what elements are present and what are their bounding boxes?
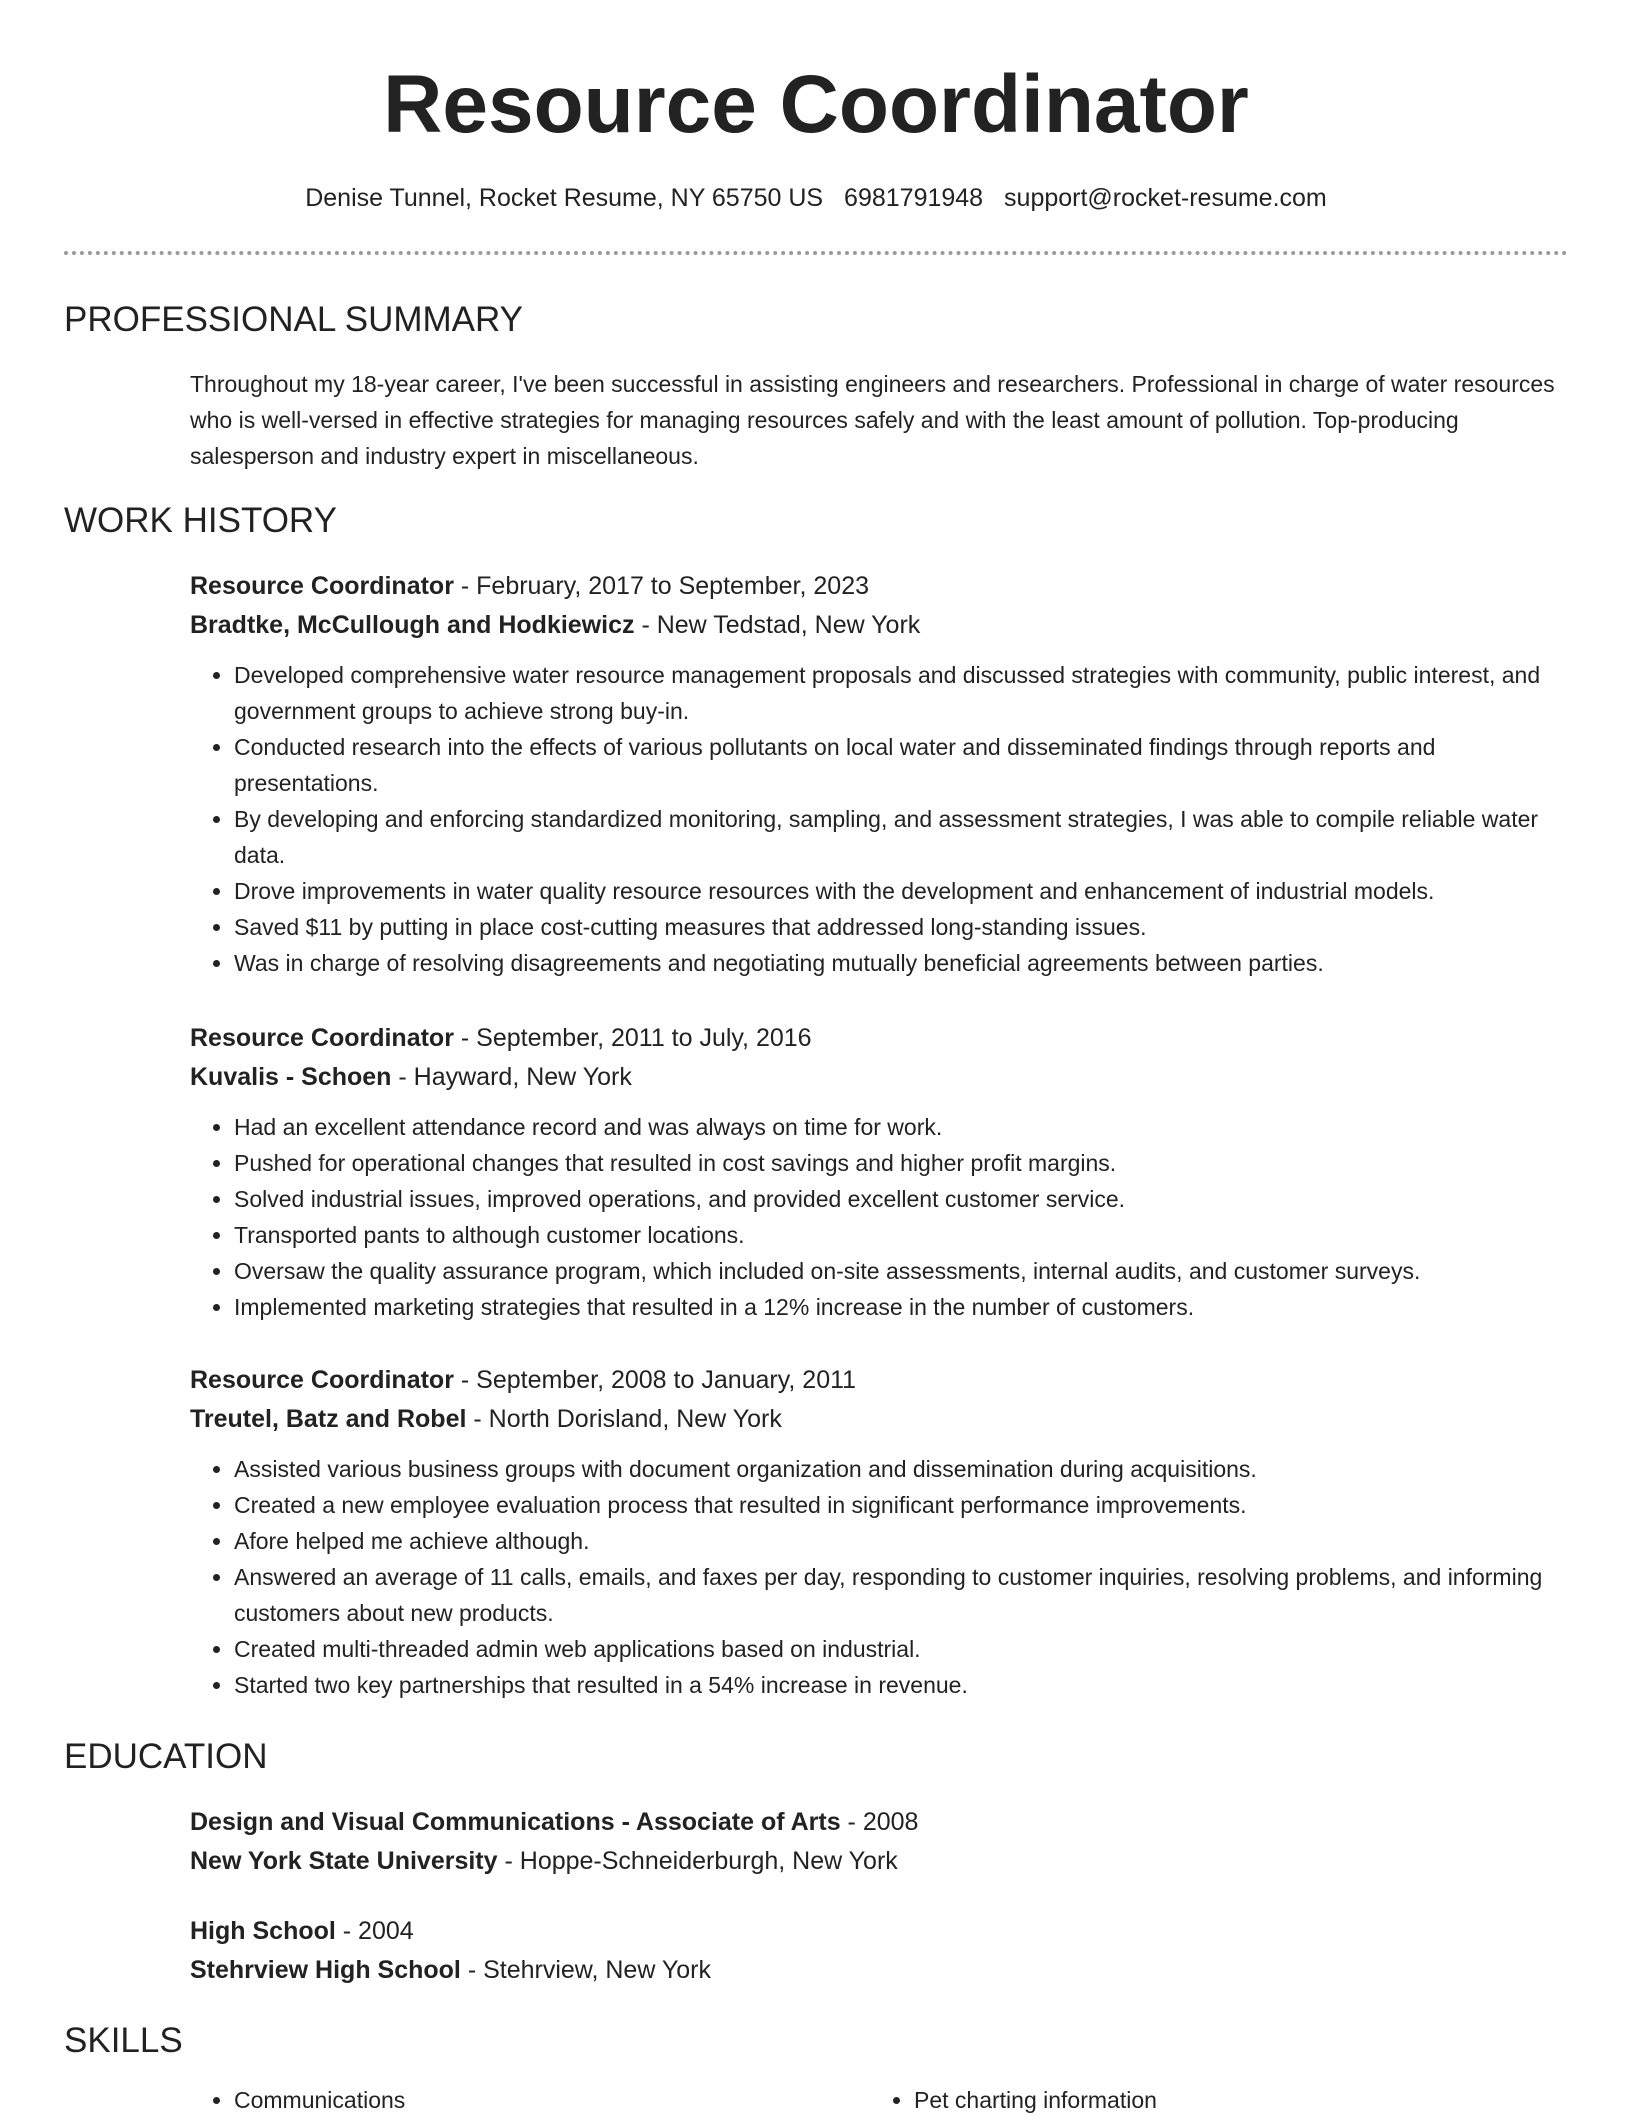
contact-phone: 6981791948: [844, 184, 984, 212]
job-entry: [190, 1361, 1570, 1703]
job-bullet: • Conducted research into the effects of various pollutants on local water and disseminated findings through reports and presentations.: [234, 729, 1570, 801]
job-title-line: [190, 1019, 1570, 1058]
job-bullets: [190, 657, 1570, 981]
job-company-line: [190, 1058, 1570, 1097]
job-bullet: • Drove improvements in water quality resource resources with the development and enhancement of industrial models.: [234, 873, 1570, 909]
job-bullet: • Created a new employee evaluation process that resulted in significant performance improvements.: [234, 1487, 1570, 1523]
job-bullet: • Saved $11 by putting in place cost-cutting measures that addressed long-standing issues.: [234, 909, 1570, 945]
skills-column-left: [190, 2082, 870, 2118]
skill-item: • Communications: [234, 2082, 870, 2118]
job-dates: - February, 2017 to September, 2023: [453, 572, 870, 600]
section-heading-education: EDUCATION: [64, 1737, 268, 1776]
job-bullet: • Assisted various business groups with document organization and dissemination during acquisitions.: [234, 1451, 1570, 1487]
job-title: Resource Coordinator: [190, 1024, 454, 1052]
job-bullet: • Was in charge of resolving disagreements and negotiating mutually beneficial agreements between parties.: [234, 945, 1570, 981]
skill-item: • Pet charting information: [914, 2082, 1550, 2118]
education-year: - 2008: [840, 1808, 919, 1836]
job-bullets: [190, 1109, 1570, 1325]
header-divider: [64, 251, 1568, 255]
education-degree: High School: [190, 1917, 336, 1945]
job-company: Treutel, Batz and Robel: [190, 1405, 467, 1433]
job-bullet: • Had an excellent attendance record and was always on time for work.: [234, 1109, 1570, 1145]
contact-line: [0, 183, 1632, 213]
job-title-line: [190, 1361, 1570, 1400]
contact-email: support@rocket-resume.com: [1004, 184, 1327, 212]
resume-title: Resource Coordinator: [383, 59, 1249, 150]
summary-text: Throughout my 18-year career, I've been successful in assisting engineers and researchers. Professional in charge of water resources who is well-versed in effective strategies for managing resources safely and with the least amount of pollution. Top-producing salesperson and industry expert in miscellaneous.: [190, 371, 1555, 469]
education-degree: Design and Visual Communications - Associate of Arts: [190, 1808, 841, 1836]
job-title-line: [190, 567, 1570, 606]
education-entry: [190, 1803, 1570, 1881]
section-heading-summary: PROFESSIONAL SUMMARY: [64, 300, 523, 339]
job-entry: [190, 1019, 1570, 1325]
job-entry: [190, 567, 1570, 981]
job-bullet: • Pushed for operational changes that resulted in cost savings and higher profit margins.: [234, 1145, 1570, 1181]
contact-address: Denise Tunnel, Rocket Resume, NY 65750 US: [305, 184, 824, 212]
education-location: - Hoppe-Schneiderburgh, New York: [497, 1847, 898, 1875]
job-bullet: • Oversaw the quality assurance program, which included on-site assessments, internal audits, and customer surveys.: [234, 1253, 1570, 1289]
education-school: New York State University: [190, 1847, 498, 1875]
job-bullets: [190, 1451, 1570, 1703]
job-bullet: • Afore helped me achieve although.: [234, 1523, 1570, 1559]
section-heading-work: WORK HISTORY: [64, 501, 337, 540]
education-location: - Stehrview, New York: [460, 1956, 711, 1984]
skills-column-right: [870, 2082, 1550, 2118]
skills-list: [190, 2082, 1550, 2118]
job-location: - New Tedstad, New York: [634, 611, 921, 639]
education-school: Stehrview High School: [190, 1956, 461, 1984]
education-degree-line: [190, 1803, 1570, 1842]
education-school-line: [190, 1842, 1570, 1881]
job-bullet: • Transported pants to although customer locations.: [234, 1217, 1570, 1253]
education-entry: [190, 1912, 1570, 1990]
job-bullet: • Implemented marketing strategies that resulted in a 12% increase in the number of customers.: [234, 1289, 1570, 1325]
job-location: - North Dorisland, New York: [466, 1405, 782, 1433]
job-location: - Hayward, New York: [391, 1063, 632, 1091]
job-dates: - September, 2008 to January, 2011: [453, 1366, 857, 1394]
job-bullet: • Solved industrial issues, improved operations, and provided excellent customer service.: [234, 1181, 1570, 1217]
section-heading-skills: SKILLS: [64, 2021, 183, 2060]
job-bullet: • Created multi-threaded admin web applications based on industrial.: [234, 1631, 1570, 1667]
job-bullet: • Started two key partnerships that resulted in a 54% increase in revenue.: [234, 1667, 1570, 1703]
education-year: - 2004: [335, 1917, 414, 1945]
job-bullet: • By developing and enforcing standardized monitoring, sampling, and assessment strategies, I was able to compile reliable water data.: [234, 801, 1570, 873]
job-bullet: • Developed comprehensive water resource management proposals and discussed strategies with community, public interest, and government groups to achieve strong buy-in.: [234, 657, 1570, 729]
job-title: Resource Coordinator: [190, 572, 454, 600]
job-bullet: • Answered an average of 11 calls, emails, and faxes per day, responding to customer inquiries, resolving problems, and informing customers about new products.: [234, 1559, 1570, 1631]
job-company-line: [190, 606, 1570, 645]
job-company-line: [190, 1400, 1570, 1439]
education-school-line: [190, 1951, 1570, 1990]
job-title: Resource Coordinator: [190, 1366, 454, 1394]
job-company: Kuvalis - Schoen: [190, 1063, 392, 1091]
education-degree-line: [190, 1912, 1570, 1951]
job-company: Bradtke, McCullough and Hodkiewicz: [190, 611, 635, 639]
job-dates: - September, 2011 to July, 2016: [453, 1024, 812, 1052]
